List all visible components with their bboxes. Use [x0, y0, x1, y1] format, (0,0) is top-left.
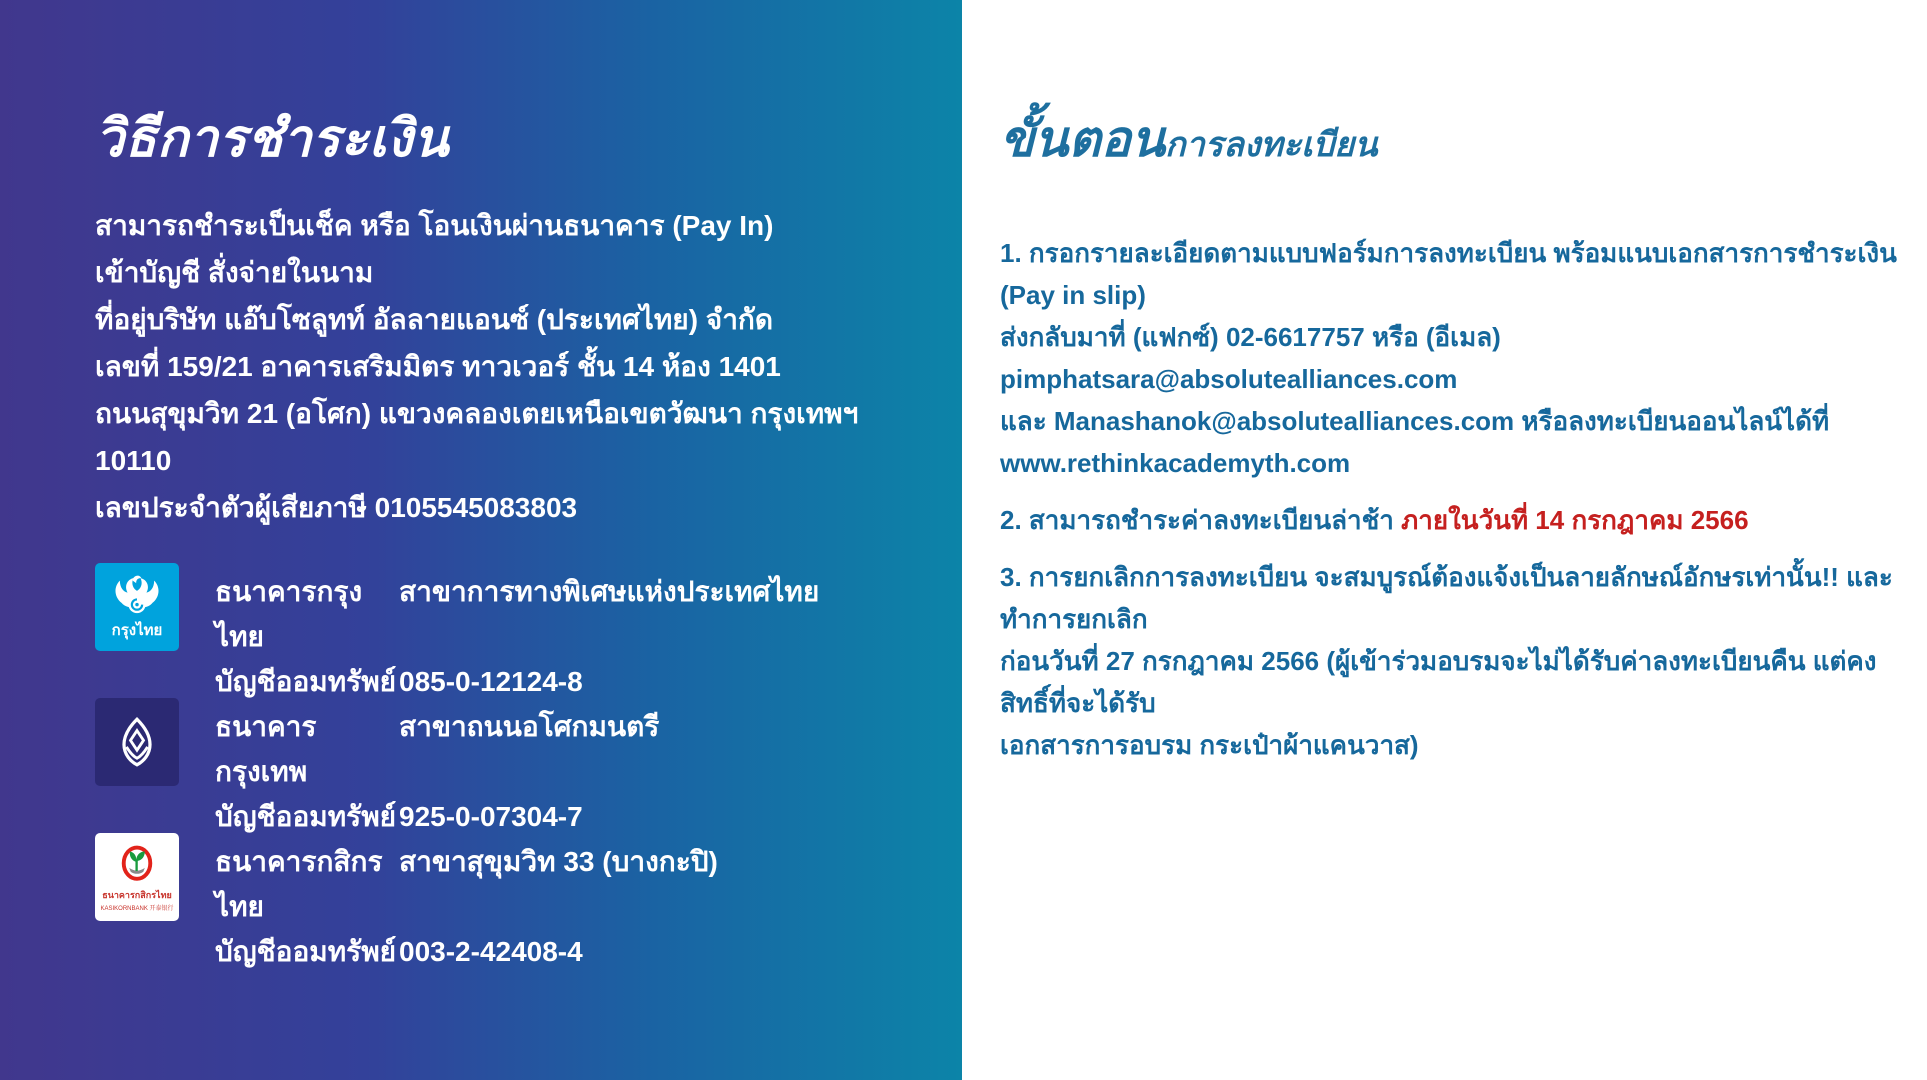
bank-row-kasikorn [95, 833, 718, 974]
bangkok-bank-lotus-icon [111, 713, 163, 771]
krungthai-bird-icon [109, 572, 165, 620]
payment-line: เข้าบัญชี สั่งจ่ายในนาม [95, 257, 374, 288]
registration-title [1000, 100, 1377, 179]
step-3-line: เอกสารการอบรม กระเป๋าผ้าแคนวาส) [1000, 730, 1419, 760]
bank-details [215, 563, 819, 704]
step-1-line: ส่งกลับมาที่ (แฟกซ์) 02-6617757 หรือ (อีเมล) pimphatsara@absolutealliances.com [1000, 322, 1501, 394]
bank-name: ธนาคารกรุงเทพ [215, 711, 317, 787]
step-1-line: และ Manashanok@absolutealliances.com หรือลงทะเบียนออนไลน์ได้ที่ www.rethinkacademyth.com [1000, 406, 1830, 478]
kasikorn-logo-label: ธนาคารกสิกรไทย [102, 890, 172, 900]
step-2-text: 2. สามารถชำระค่าลงทะเบียนล่าช้า [1000, 505, 1402, 535]
bank-name: ธนาคารกสิกรไทย [215, 846, 383, 922]
bank-row-krungthai [95, 563, 819, 704]
registration-steps [1000, 232, 1905, 781]
account-type: บัญชีออมทรัพย์ [215, 801, 397, 832]
bank-name: ธนาคารกรุงไทย [215, 576, 363, 652]
registration-title-rest: การลงทะเบียน [1165, 126, 1378, 164]
bank-branch: สาขาการทางพิเศษแห่งประเทศไทย [399, 576, 820, 607]
step-2-deadline-highlight: ภายในวันที่ 14 กรกฎาคม 2566 [1401, 505, 1749, 535]
bank-details [215, 698, 659, 839]
bank-branch: สาขาสุขุมวิท 33 (บางกะปิ) [399, 846, 718, 877]
account-number: 085-0-12124-8 [399, 666, 583, 697]
payment-line: เลขประจำตัวผู้เสียภาษี 0105545083803 [95, 492, 578, 523]
kasikorn-sprout-icon [112, 842, 162, 886]
account-number: 925-0-07304-7 [399, 801, 583, 832]
kasikorn-logo-sublabel: KASIKORNBANK 开泰银行 [100, 906, 174, 912]
bank-details [215, 833, 718, 974]
account-number: 003-2-42408-4 [399, 936, 583, 967]
payment-line: สามารถชำระเป็นเช็ค หรือ โอนเงินผ่านธนาคาร (Pay In) [95, 210, 774, 241]
krungthai-bank-logo [95, 563, 179, 651]
account-type: บัญชีออมทรัพย์ [215, 936, 397, 967]
payment-details [95, 202, 925, 531]
account-type: บัญชีออมทรัพย์ [215, 666, 397, 697]
step-3-line: 3. การยกเลิกการลงทะเบียน จะสมบูรณ์ต้องแจ้งเป็นลายลักษณ์อักษรเท่านั้น!! และทำการยกเลิก [1000, 562, 1893, 634]
bank-branch: สาขาถนนอโศกมนตรี [399, 711, 660, 742]
payment-panel [0, 0, 962, 1080]
step-3 [1000, 556, 1905, 766]
payment-line: เลขที่ 159/21 อาคารเสริมมิตร ทาวเวอร์ ชั้น 14 ห้อง 1401 [95, 351, 781, 382]
payment-line: ที่อยู่บริษัท แอ๊บโซลูทท์ อัลลายแอนซ์ (ประเทศไทย) จำกัด [95, 304, 774, 335]
registration-panel [962, 0, 1927, 1080]
payment-title: วิธีการชำระเงิน [95, 110, 450, 168]
step-1-line: 1. กรอกรายละเอียดตามแบบฟอร์มการลงทะเบียน พร้อมแนบเอกสารการชำระเงิน (Pay in slip) [1000, 238, 1897, 310]
bank-row-bangkok [95, 698, 659, 839]
kasikorn-bank-logo [95, 833, 179, 921]
bangkok-bank-logo [95, 698, 179, 786]
step-1 [1000, 232, 1905, 484]
krungthai-logo-label: กรุงไทย [111, 622, 163, 639]
step-2 [1000, 499, 1905, 541]
registration-title-bold: ขั้นตอน [1000, 111, 1166, 167]
step-3-line: ก่อนวันที่ 27 กรกฎาคม 2566 (ผู้เข้าร่วมอบรมจะไม่ได้รับค่าลงทะเบียนคืน แต่คงสิทธิ์ที่จะได้รับ [1000, 646, 1877, 718]
payment-line: ถนนสุขุมวิท 21 (อโศก) แขวงคลองเตยเหนือเขตวัฒนา กรุงเทพฯ 10110 [95, 398, 859, 476]
